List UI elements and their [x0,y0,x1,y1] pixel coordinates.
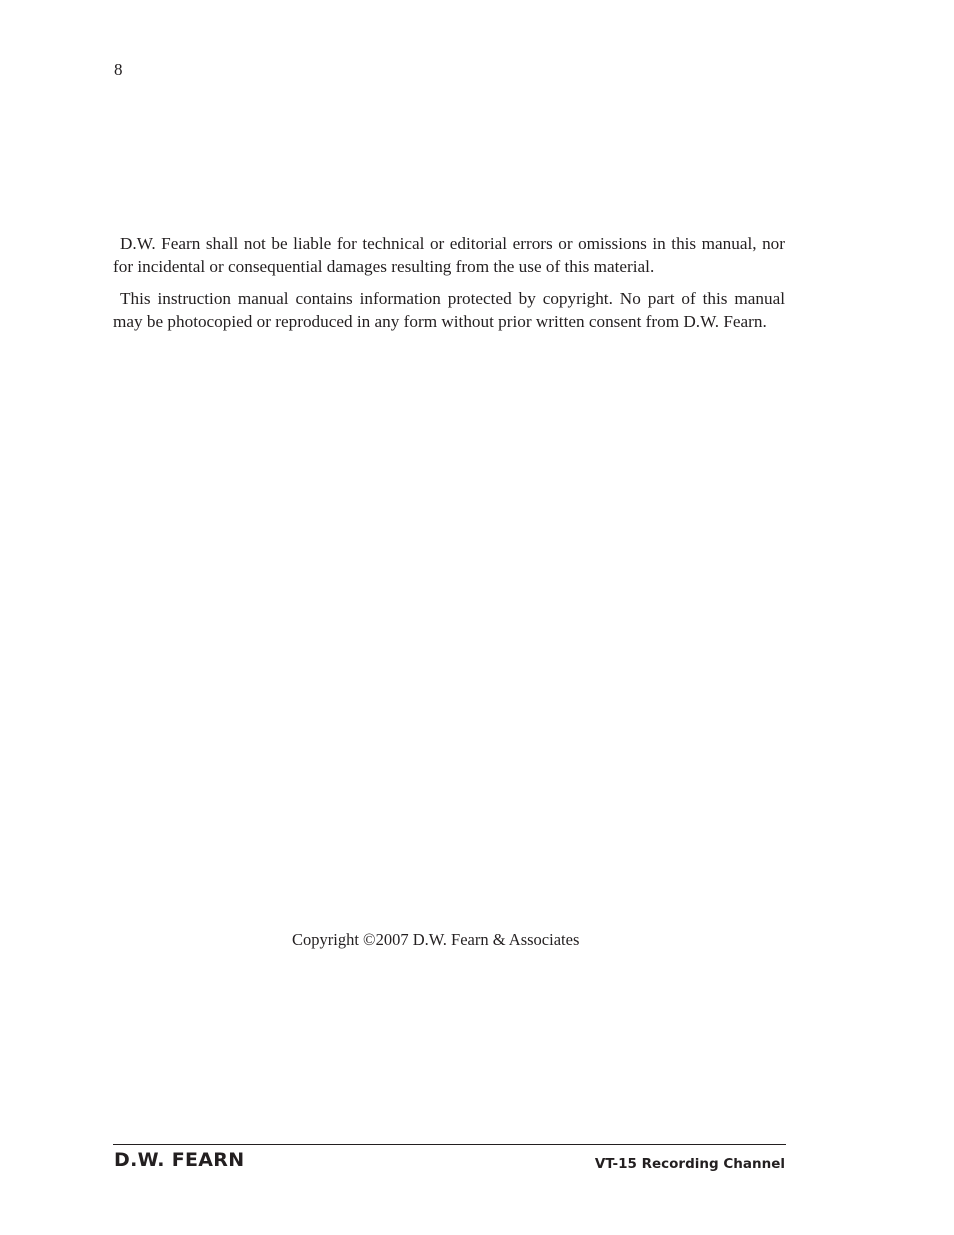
page-number: 8 [114,60,123,79]
liability-paragraph: D.W. Fearn shall not be liable for technical or editorial errors or omissions in this manual, nor for incidental or consequential damages resulting from the use of this material. [113,234,785,276]
copyright-notice-paragraph: This instruction manual contains information protected by copyright. No part of this manual may be photocopied or reproduced in any form without prior written consent from D.W. Fearn. [113,289,785,331]
footer-product-name: VT-15 Recording Channel [594,1156,785,1172]
footer-brand: D.W. FEARN [114,1149,245,1171]
footer-divider [113,1144,786,1145]
disclaimer-section [113,233,785,343]
copyright-line: Copyright ©2007 D.W. Fearn & Associates [292,930,580,949]
